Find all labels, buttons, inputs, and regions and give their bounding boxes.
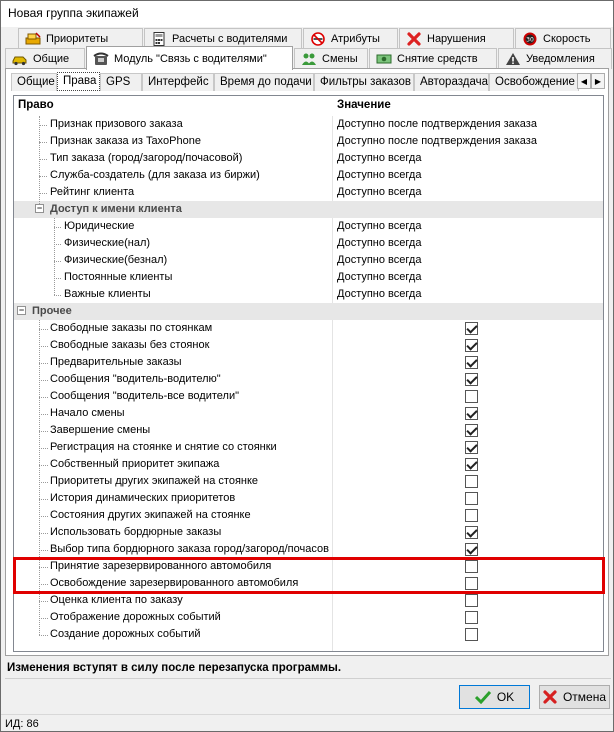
speed-sign-icon <box>522 32 538 46</box>
footer-divider <box>5 678 611 679</box>
warning-icon <box>505 52 521 66</box>
grid-row[interactable] <box>14 490 603 507</box>
row-label: Состояния других экипажей на стоянке <box>50 509 251 521</box>
permission-checkbox[interactable] <box>465 373 478 386</box>
tab-shifts[interactable] <box>294 48 368 69</box>
status-bar <box>1 714 613 732</box>
permission-checkbox[interactable] <box>465 356 478 369</box>
row-label: Выбор типа бордюрного заказа город/загород/почасов <box>50 543 329 555</box>
grid-row[interactable] <box>14 609 603 626</box>
collapse-icon[interactable]: − <box>36 203 43 213</box>
grid-row[interactable] <box>14 286 603 303</box>
grid-header <box>14 96 603 115</box>
permission-checkbox[interactable] <box>465 543 478 556</box>
row-label: Физические(нал) <box>64 237 151 249</box>
permission-checkbox[interactable] <box>465 509 478 522</box>
permission-checkbox[interactable] <box>465 407 478 420</box>
tab-scroll-left-button[interactable]: ◀ <box>577 73 591 89</box>
permission-checkbox[interactable] <box>465 628 478 641</box>
tab-withdrawals[interactable] <box>369 48 497 69</box>
tab-violations[interactable] <box>399 28 514 49</box>
row-label: Начало смены <box>50 407 125 419</box>
tab-attributes[interactable] <box>303 28 398 49</box>
row-label: Тип заказа (город/загород/почасовой) <box>50 152 243 164</box>
grid-row[interactable] <box>14 354 603 371</box>
grid-row[interactable] <box>14 116 603 133</box>
cancel-button[interactable] <box>539 685 610 709</box>
window-title: Новая группа экипажей <box>1 1 613 27</box>
permission-checkbox[interactable] <box>465 526 478 539</box>
row-label: Свободные заказы по стоянкам <box>50 322 213 334</box>
row-value[interactable]: Доступно после подтверждения заказа <box>337 118 537 130</box>
inner-tab-interface[interactable]: Интерфейс <box>142 73 214 91</box>
row-value[interactable]: Доступно всегда <box>337 152 422 164</box>
row-label: Юридические <box>64 220 135 232</box>
grid-row[interactable] <box>14 252 603 269</box>
tab-driver-module[interactable] <box>86 46 293 70</box>
tab-label: Модуль "Связь с водителями" <box>114 52 267 65</box>
grid-row[interactable] <box>14 592 603 609</box>
permission-checkbox[interactable] <box>465 594 478 607</box>
row-value[interactable]: Доступно всегда <box>337 220 422 232</box>
grid-row[interactable] <box>14 626 603 643</box>
group-row-client-access[interactable] <box>14 201 603 218</box>
row-value[interactable]: Доступно всегда <box>337 271 422 283</box>
row-label: Свободные заказы без стоянок <box>50 339 210 351</box>
grid-row[interactable] <box>14 456 603 473</box>
row-label: Сообщения "водитель-все водители" <box>50 390 239 402</box>
tab-label: Уведомления <box>526 53 595 65</box>
grid-row[interactable] <box>14 541 603 558</box>
grid-row[interactable] <box>14 184 603 201</box>
tab-label: Снятие средств <box>397 53 478 65</box>
grid-row[interactable] <box>14 235 603 252</box>
inner-tab-gps[interactable]: GPS <box>100 73 142 91</box>
permission-checkbox[interactable] <box>465 322 478 335</box>
row-label: Рейтинг клиента <box>50 186 135 198</box>
phone-icon <box>93 52 109 66</box>
grid-row[interactable] <box>14 422 603 439</box>
inner-tab-rights[interactable]: Права <box>57 72 100 91</box>
no-smoking-icon <box>310 32 326 46</box>
grid-row[interactable] <box>14 133 603 150</box>
tab-label: Смены <box>322 53 358 65</box>
inner-tab-release[interactable]: Освобождение <box>489 73 579 91</box>
row-label: Собственный приоритет экипажа <box>50 458 220 470</box>
row-label: Создание дорожных событий <box>50 628 201 640</box>
row-label: Принятие зарезервированного автомобиля <box>50 560 272 572</box>
grid-row[interactable] <box>14 388 603 405</box>
grid-row[interactable] <box>14 269 603 286</box>
row-label: Освобождение зарезервированного автомобиля <box>50 577 299 589</box>
inner-tab-order-filters[interactable]: Фильтры заказов <box>314 73 414 91</box>
group-label: Доступ к имени клиента <box>50 203 182 215</box>
row-value[interactable]: Доступно всегда <box>337 186 422 198</box>
row-label: Признак призового заказа <box>50 118 183 130</box>
permission-checkbox[interactable] <box>465 458 478 471</box>
cancel-label: Отмена <box>562 690 607 704</box>
svg-text:30: 30 <box>526 36 534 44</box>
row-value[interactable]: Доступно после подтверждения заказа <box>337 135 537 147</box>
tab-speed[interactable] <box>515 28 611 49</box>
permission-checkbox[interactable] <box>465 339 478 352</box>
tab-label: Атрибуты <box>331 33 380 45</box>
tab-general[interactable] <box>5 48 85 69</box>
inner-tab-arrival-time[interactable]: Время до подачи <box>214 73 314 91</box>
tab-scroll-right-button[interactable]: ▶ <box>591 73 605 89</box>
row-label: Постоянные клиенты <box>64 271 173 283</box>
row-label: История динамических приоритетов <box>50 492 236 504</box>
row-label: Использовать бордюрные заказы <box>50 526 222 538</box>
money-icon <box>376 52 392 66</box>
row-label: Признак заказа из TaxoPhone <box>50 135 201 147</box>
checkmark-icon <box>475 690 491 704</box>
tab-label: Общие <box>33 53 70 65</box>
permission-checkbox[interactable] <box>465 611 478 624</box>
permission-checkbox[interactable] <box>465 390 478 403</box>
calculator-icon <box>151 32 167 46</box>
x-cross-icon <box>406 32 422 46</box>
tab-label: Нарушения <box>427 33 486 45</box>
grid-row[interactable] <box>14 218 603 235</box>
tab-scroll-buttons <box>577 73 605 91</box>
row-label: Предварительные заказы <box>50 356 182 368</box>
car-icon <box>12 52 28 66</box>
collapse-icon[interactable]: − <box>18 305 25 315</box>
permission-checkbox[interactable] <box>465 424 478 437</box>
restart-notice: Изменения вступят в силу после перезапуска программы. <box>7 662 342 674</box>
row-label: Оценка клиента по заказу <box>50 594 183 606</box>
grid-row[interactable] <box>14 337 603 354</box>
row-label: Регистрация на стоянке и снятие со стоянки <box>50 441 277 453</box>
row-value[interactable]: Доступно всегда <box>337 237 422 249</box>
ok-label: OK <box>496 690 515 704</box>
row-value[interactable]: Доступно всегда <box>337 254 422 266</box>
permission-checkbox[interactable] <box>465 492 478 505</box>
ok-button[interactable] <box>459 685 530 709</box>
grid-row[interactable] <box>14 405 603 422</box>
tab-notifications[interactable] <box>498 48 612 69</box>
inner-tabs <box>11 73 605 92</box>
permission-checkbox[interactable] <box>465 475 478 488</box>
column-header-value: Значение <box>337 99 391 111</box>
row-label: Приоритеты других экипажей на стоянке <box>50 475 259 487</box>
row-label: Служба-создатель (для заказа из биржи) <box>50 169 260 181</box>
tab-label: Скорость <box>543 33 591 45</box>
group-label: Прочее <box>32 305 72 317</box>
status-id: ИД: 86 <box>5 718 39 730</box>
row-label: Физические(безнал) <box>64 254 168 266</box>
row-value[interactable]: Доступно всегда <box>337 169 422 181</box>
cancel-x-icon <box>543 690 557 704</box>
grid-row[interactable] <box>14 473 603 490</box>
inner-tab-general[interactable]: Общие <box>11 73 57 91</box>
tab-label: Расчеты с водителями <box>172 33 288 45</box>
row-label: Отображение дорожных событий <box>50 611 221 623</box>
inner-tab-auto-dispatch[interactable]: Автораздача <box>414 73 489 91</box>
row-label: Важные клиенты <box>64 288 151 300</box>
row-label: Сообщения "водитель-водителю" <box>50 373 221 385</box>
grid-row[interactable] <box>14 524 603 541</box>
permission-checkbox[interactable] <box>465 441 478 454</box>
grid-row[interactable] <box>14 507 603 524</box>
grid-row[interactable] <box>14 371 603 388</box>
grid-row[interactable] <box>14 150 603 167</box>
column-header-right: Право <box>18 99 54 111</box>
row-value[interactable]: Доступно всегда <box>337 288 422 300</box>
grid-row[interactable] <box>14 167 603 184</box>
grid-row[interactable] <box>14 439 603 456</box>
grid-row[interactable] <box>14 320 603 337</box>
priority-icon <box>25 32 41 46</box>
row-label: Завершение смены <box>50 424 151 436</box>
tab-label: Приоритеты <box>46 33 109 45</box>
highlight-box <box>13 557 605 594</box>
people-icon <box>301 52 317 66</box>
group-row-other[interactable] <box>14 303 603 320</box>
